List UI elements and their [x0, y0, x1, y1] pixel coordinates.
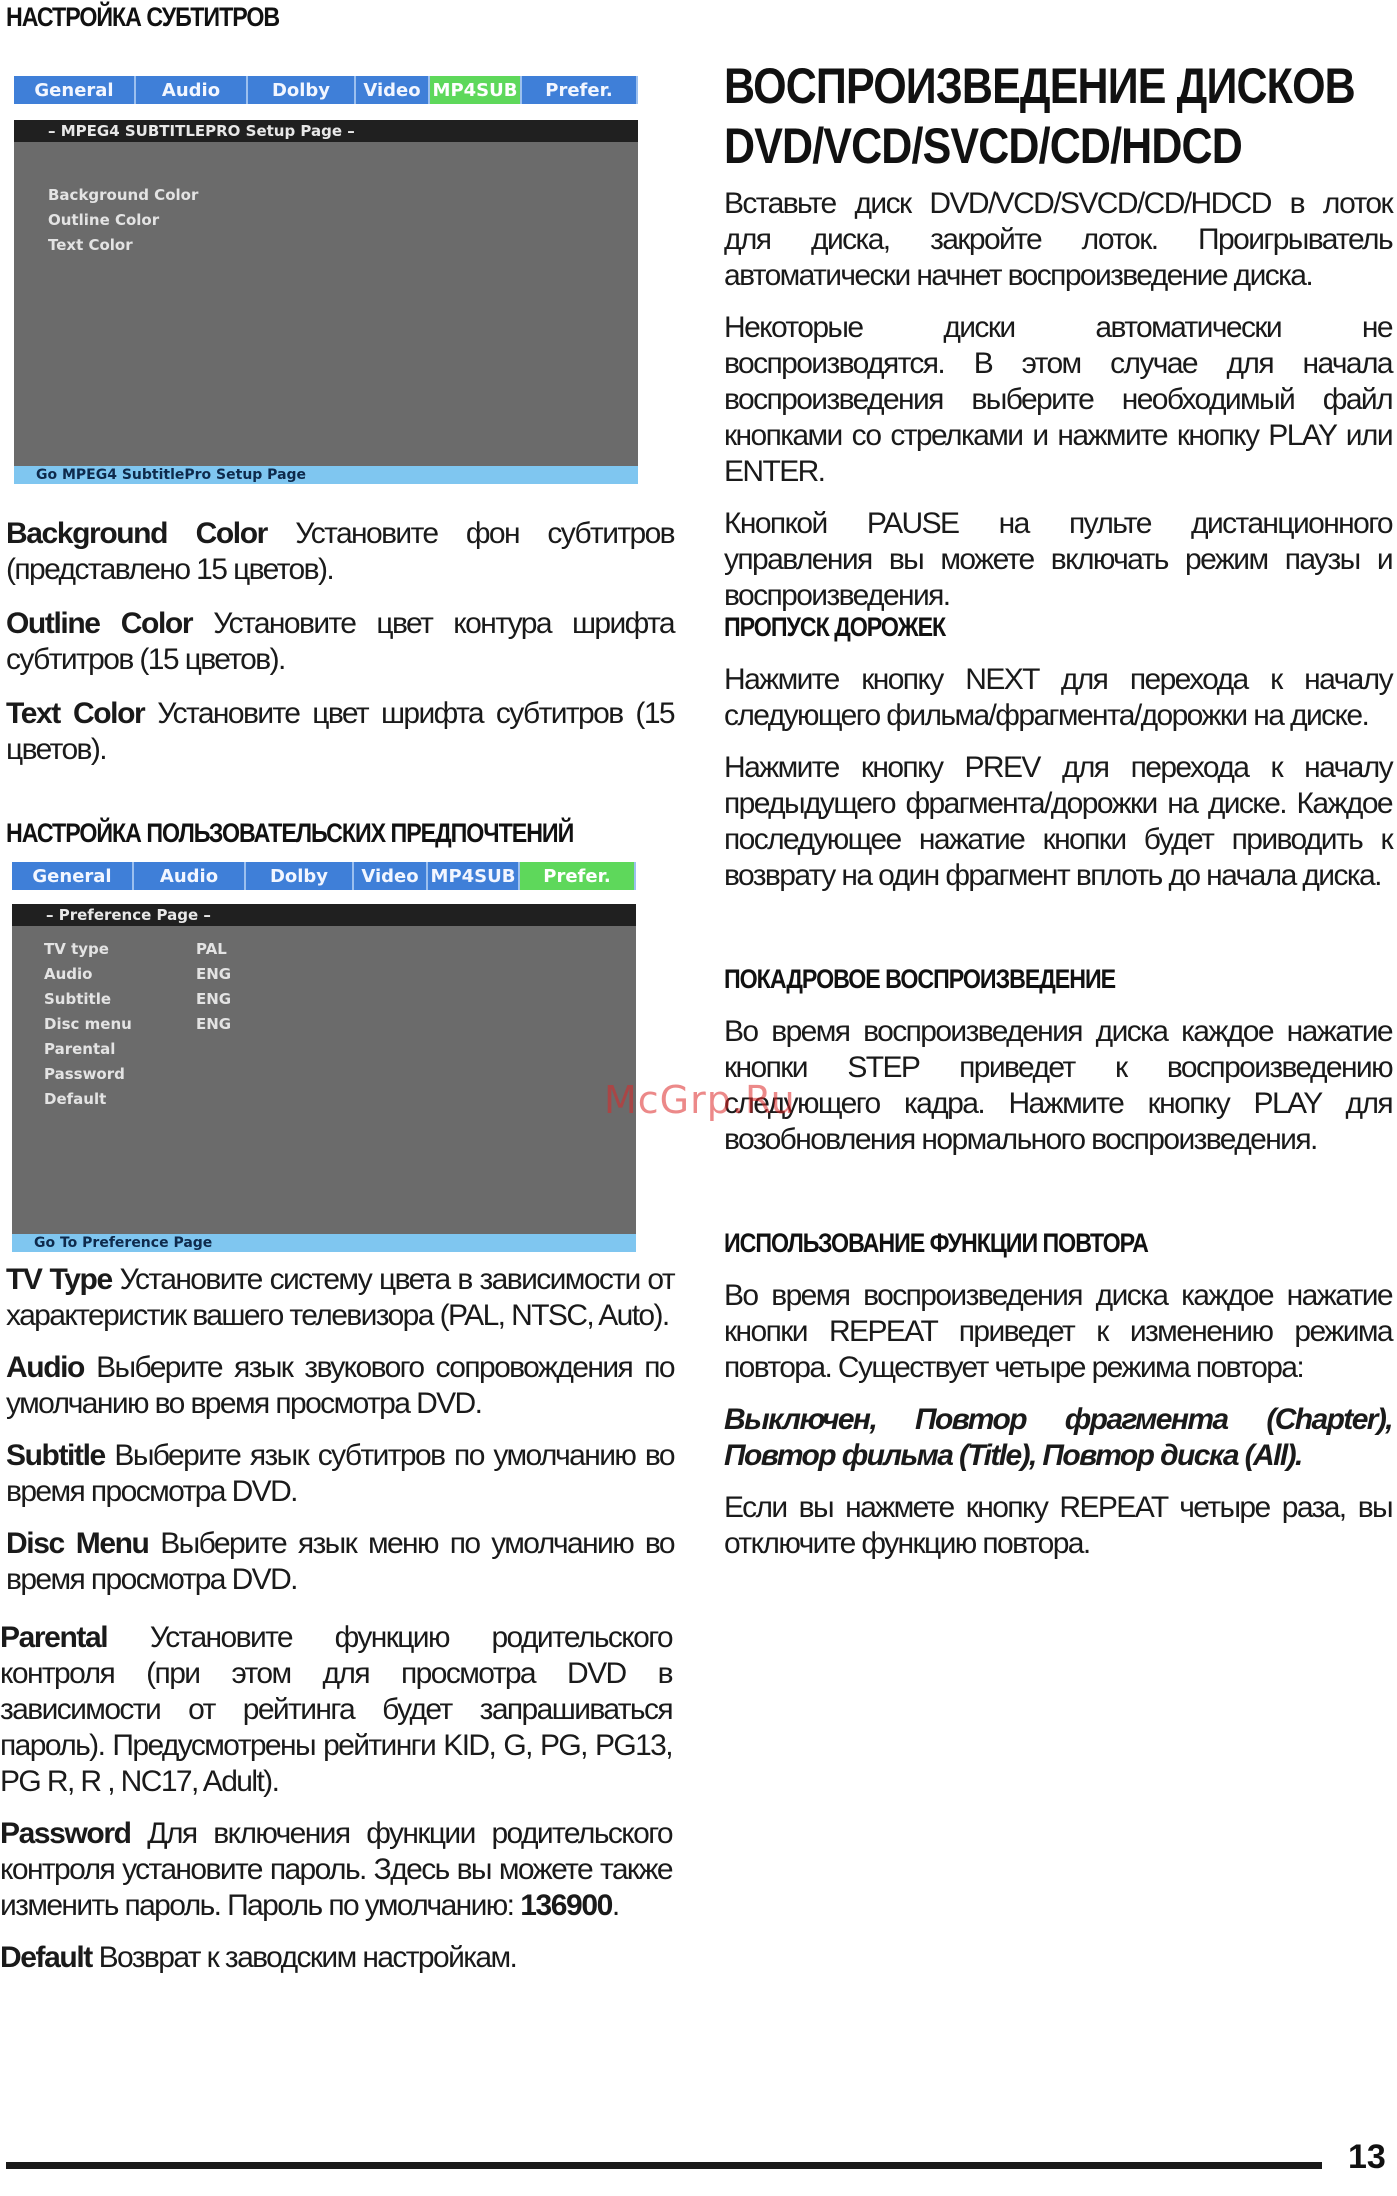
watermark: McGrp.Ru — [604, 1078, 796, 1122]
osd-page-title: – Preference Page – — [12, 904, 636, 926]
param-parental: Parental Установите функцию родительского контроля (при этом для просмотра DVD в зависимости от рейтинга будет запрашиваться пароль). Предусмотрены рейтинги KID, G, PG, PG13, PG R, R , NC17, Adult). — [0, 1621, 672, 1798]
tab-prefer[interactable]: Prefer. — [522, 76, 638, 104]
osd-tab-bar — [14, 76, 638, 104]
intro-block — [724, 186, 1392, 614]
tab-video[interactable]: Video — [356, 76, 430, 104]
osd-item-disc-menu[interactable]: Disc menu — [44, 1015, 132, 1033]
osd-item-subtitle[interactable]: Subtitle — [44, 990, 112, 1008]
osd-item-password[interactable]: Password — [44, 1065, 125, 1083]
osd-menu-body — [14, 142, 638, 466]
skip-tracks-heading: ПРОПУСК ДОРОЖЕК — [724, 612, 946, 642]
param-background-color: Background Color Установите фон субтитров (представлено 15 цветов). — [6, 517, 674, 586]
osd-footer-hint: Go To Preference Page — [12, 1234, 636, 1252]
param-outline-color: Outline Color Установите цвет контура шрифта субтитров (15 цветов). — [6, 607, 674, 676]
skip-paragraph-2: Нажмите кнопку PREV для перехода к началу предыдущего фрагмента/дорожки на диске. Каждое последующее нажатие кнопки будет приводить к возврату на один фрагмент вплоть до начала диска. — [724, 751, 1392, 892]
osd-menu-body — [12, 926, 636, 1234]
osd-screen-area — [14, 120, 638, 484]
param-password: Password Для включения функции родительского контроля установите пароль. Здесь вы можете также изменить пароль. Пароль по умолчанию: 136900. — [0, 1817, 672, 1922]
frame-step-heading: ПОКАДРОВОЕ ВОСПРОИЗВЕДЕНИЕ — [724, 964, 1116, 994]
preference-params-lower — [0, 1620, 672, 1976]
osd-item-parental[interactable]: Parental — [44, 1040, 116, 1058]
tab-general[interactable]: General — [14, 76, 136, 104]
osd-value-disc-menu: ENG — [196, 1015, 232, 1033]
tab-mp4sub[interactable]: MP4SUB — [428, 862, 520, 890]
osd-value-audio: ENG — [196, 965, 232, 983]
preference-params — [6, 1262, 674, 1614]
repeat-modes: Выключен, Повтор фрагмента (Chapter), Повтор фильма (Title), Повтор диска (All). — [724, 1403, 1392, 1472]
subtitle-settings-heading: НАСТРОЙКА СУБТИТРОВ — [6, 2, 280, 32]
page-number: 13 — [1348, 2138, 1386, 2176]
repeat-intro: Во время воспроизведения диска каждое нажатие кнопки REPEAT приведет к изменению режима повтора. Существует четыре режима повтора: — [724, 1279, 1392, 1384]
tab-general[interactable]: General — [12, 862, 134, 890]
tab-audio[interactable]: Audio — [134, 862, 246, 890]
subtitle-osd-screen — [14, 76, 638, 484]
osd-tab-bar — [12, 862, 636, 890]
preference-settings-heading: НАСТРОЙКА ПОЛЬЗОВАТЕЛЬСКИХ ПРЕДПОЧТЕНИЙ — [6, 818, 574, 848]
osd-item-background-color[interactable]: Background Color — [48, 186, 199, 204]
subtitle-params — [6, 516, 674, 768]
param-text-color: Text Color Установите цвет шрифта субтитров (15 цветов). — [6, 697, 674, 766]
osd-item-audio[interactable]: Audio — [44, 965, 93, 983]
osd-page-title: – MPEG4 SUBTITLEPRO Setup Page – — [14, 120, 638, 142]
skip-block — [724, 662, 1392, 894]
osd-item-outline-color[interactable]: Outline Color — [48, 211, 160, 229]
main-title-line1: ВОСПРОИЗВЕДЕНИЕ ДИСКОВ — [724, 58, 1355, 114]
skip-paragraph-1: Нажмите кнопку NEXT для перехода к началу следующего фильма/фрагмента/дорожки на диске. — [724, 663, 1392, 732]
osd-footer-hint: Go MPEG4 SubtitlePro Setup Page — [14, 466, 638, 484]
param-audio: Audio Выберите язык звукового сопровождения по умолчанию во время просмотра DVD. — [6, 1351, 674, 1420]
tab-video[interactable]: Video — [354, 862, 428, 890]
step-block — [724, 1014, 1392, 1158]
osd-item-tv-type[interactable]: TV type — [44, 940, 109, 958]
step-paragraph: Во время воспроизведения диска каждое нажатие кнопки STEP приведет к воспроизведению следующего кадра. Нажмите кнопку PLAY для возобновления нормального воспроизведения. — [724, 1015, 1392, 1156]
tab-audio[interactable]: Audio — [136, 76, 248, 104]
intro-paragraph-3: Кнопкой PAUSE на пульте дистанционного управления вы можете включать режим паузы и воспроизведения. — [724, 507, 1392, 612]
main-title-line2: DVD/VCD/SVCD/CD/HDCD — [724, 118, 1242, 174]
intro-paragraph-2: Некоторые диски автоматически не воспроизводятся. В этом случае для начала воспроизведения выберите необходимый файл кнопками со стрелками и нажмите кнопку PLAY или ENTER. — [724, 311, 1392, 488]
param-disc-menu: Disc Menu Выберите язык меню по умолчанию во время просмотра DVD. — [6, 1527, 674, 1596]
tab-mp4sub[interactable]: MP4SUB — [430, 76, 522, 104]
osd-value-subtitle: ENG — [196, 990, 232, 1008]
param-default: Default Возврат к заводским настройкам. — [0, 1941, 517, 1974]
param-tv-type: TV Type Установите систему цвета в зависимости от характеристик вашего телевизора (PAL, NTSC, Auto). — [6, 1263, 674, 1332]
tab-dolby[interactable]: Dolby — [248, 76, 356, 104]
preference-osd-screen — [12, 862, 636, 1252]
footer-rule — [6, 2162, 1322, 2169]
param-subtitle: Subtitle Выберите язык субтитров по умолчанию во время просмотра DVD. — [6, 1439, 674, 1508]
tab-dolby[interactable]: Dolby — [246, 862, 354, 890]
repeat-off: Если вы нажмете кнопку REPEAT четыре раза, вы отключите функцию повтора. — [724, 1491, 1392, 1560]
repeat-heading: ИСПОЛЬЗОВАНИЕ ФУНКЦИИ ПОВТОРА — [724, 1228, 1148, 1258]
osd-screen-area — [12, 904, 636, 1252]
osd-value-tv-type: PAL — [196, 940, 227, 958]
repeat-block — [724, 1278, 1392, 1562]
osd-item-default[interactable]: Default — [44, 1090, 107, 1108]
intro-paragraph-1: Вставьте диск DVD/VCD/SVCD/CD/HDCD в лоток для диска, закройте лоток. Проигрыватель автоматически начнет воспроизведение диска. — [724, 187, 1392, 292]
tab-prefer[interactable]: Prefer. — [520, 862, 636, 890]
osd-item-text-color[interactable]: Text Color — [48, 236, 133, 254]
